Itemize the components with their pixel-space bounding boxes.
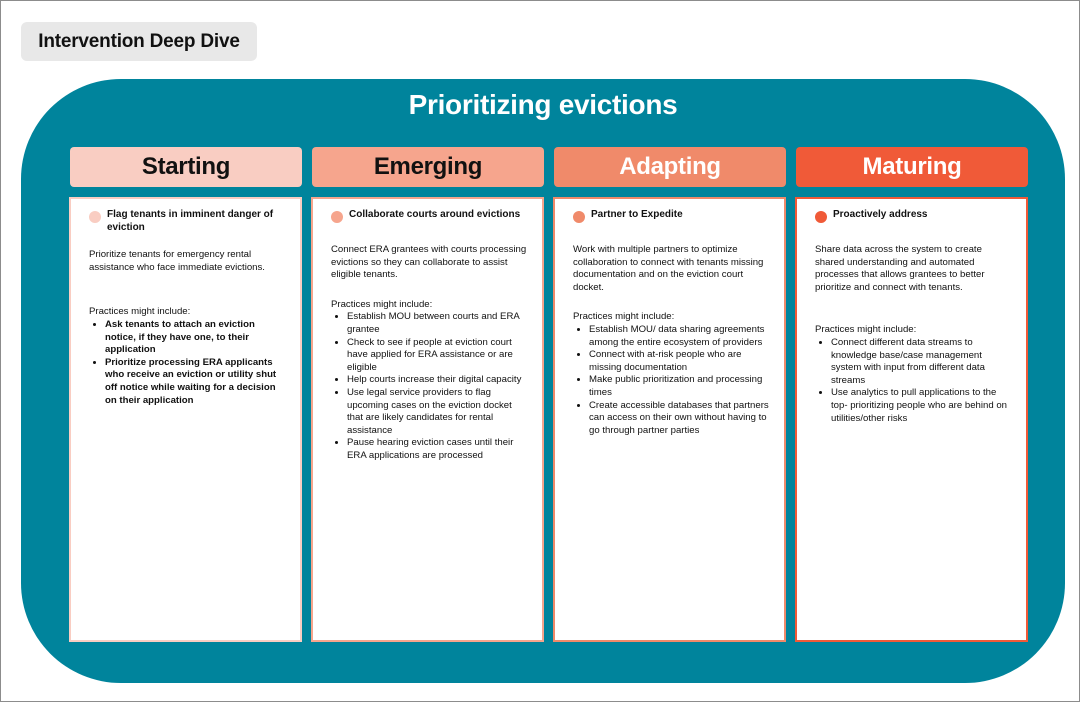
card-title: Proactively address [833, 209, 928, 220]
practices-list [331, 311, 529, 462]
stage-card-maturing [795, 197, 1028, 642]
list-item: • Help courts increase their digital capacity [347, 374, 529, 387]
list-item: • Establish MOU between courts and ERA grantee [347, 311, 529, 336]
practices-list [89, 319, 287, 407]
card-header [815, 209, 1013, 223]
practices-label: Practices might include: [815, 324, 917, 336]
practices-label: Practices might include: [331, 298, 433, 310]
list-item: • Use analytics to pull applications to the top- prioritizing people who are behind on utilities/other risks [831, 387, 1013, 425]
list-item: • Connect with at-risk people who are missing documentation [589, 349, 771, 374]
list-item: • Create accessible databases that partners can access on their own without having to go through partner parties [589, 400, 771, 438]
stage-card-starting [69, 197, 302, 642]
card-description: Connect ERA grantees with courts processing evictions so they can collaborate to assist eligible tenants. [331, 244, 527, 281]
circle-icon [815, 211, 827, 223]
list-item: • Connect different data streams to knowledge base/case management system with input from different data streams [831, 337, 1013, 387]
practices-label: Practices might include: [89, 306, 191, 318]
list-item: • Check to see if people at eviction court have applied for ERA assistance or are eligible [347, 337, 529, 375]
card-title: Flag tenants in imminent danger of eviction [107, 209, 274, 233]
practices-label: Practices might include: [573, 311, 675, 323]
card-description: Share data across the system to create shared understanding and automated processes that allows grantees to better prioritize and connect with tenants. [815, 244, 985, 293]
list-item: • Pause hearing eviction cases until their ERA applications are processed [347, 437, 529, 462]
stage-card-adapting [553, 197, 786, 642]
page-title: Prioritizing evictions [408, 89, 678, 120]
list-item: • Establish MOU/ data sharing agreements among the entire ecosystem of providers [589, 324, 771, 349]
circle-icon [331, 211, 343, 223]
card-header [573, 209, 771, 223]
card-title: Partner to Expedite [591, 209, 683, 220]
list-item: • Prioritize processing ERA applicants who receive an eviction or utility shut off notice while waiting for a decision on their application [105, 357, 287, 407]
card-description: Prioritize tenants for emergency rental assistance who face immediate evictions. [89, 249, 265, 273]
stage-header-maturing: Maturing [796, 147, 1028, 187]
stage-header-starting: Starting [70, 147, 302, 187]
list-item: • Make public prioritization and processing times [589, 374, 771, 399]
card-header [89, 209, 287, 234]
practices-list [815, 337, 1013, 425]
practices-list [573, 324, 771, 437]
section-tag: Intervention Deep Dive [21, 22, 257, 61]
circle-icon [89, 211, 101, 223]
list-item: • Ask tenants to attach an eviction notice, if they have one, to their application [105, 319, 287, 357]
card-header [331, 209, 529, 223]
list-item: • Use legal service providers to flag upcoming cases on the eviction docket that are likely candidates for rental assistance [347, 387, 529, 437]
card-title: Collaborate courts around evictions [349, 209, 521, 220]
stage-header-adapting: Adapting [554, 147, 786, 187]
circle-icon [573, 211, 585, 223]
card-description: Work with multiple partners to optimize collaboration to connect with tenants missing documentation and on the eviction court docket. [573, 244, 764, 293]
stage-card-emerging [311, 197, 544, 642]
stage-header-emerging: Emerging [312, 147, 544, 187]
